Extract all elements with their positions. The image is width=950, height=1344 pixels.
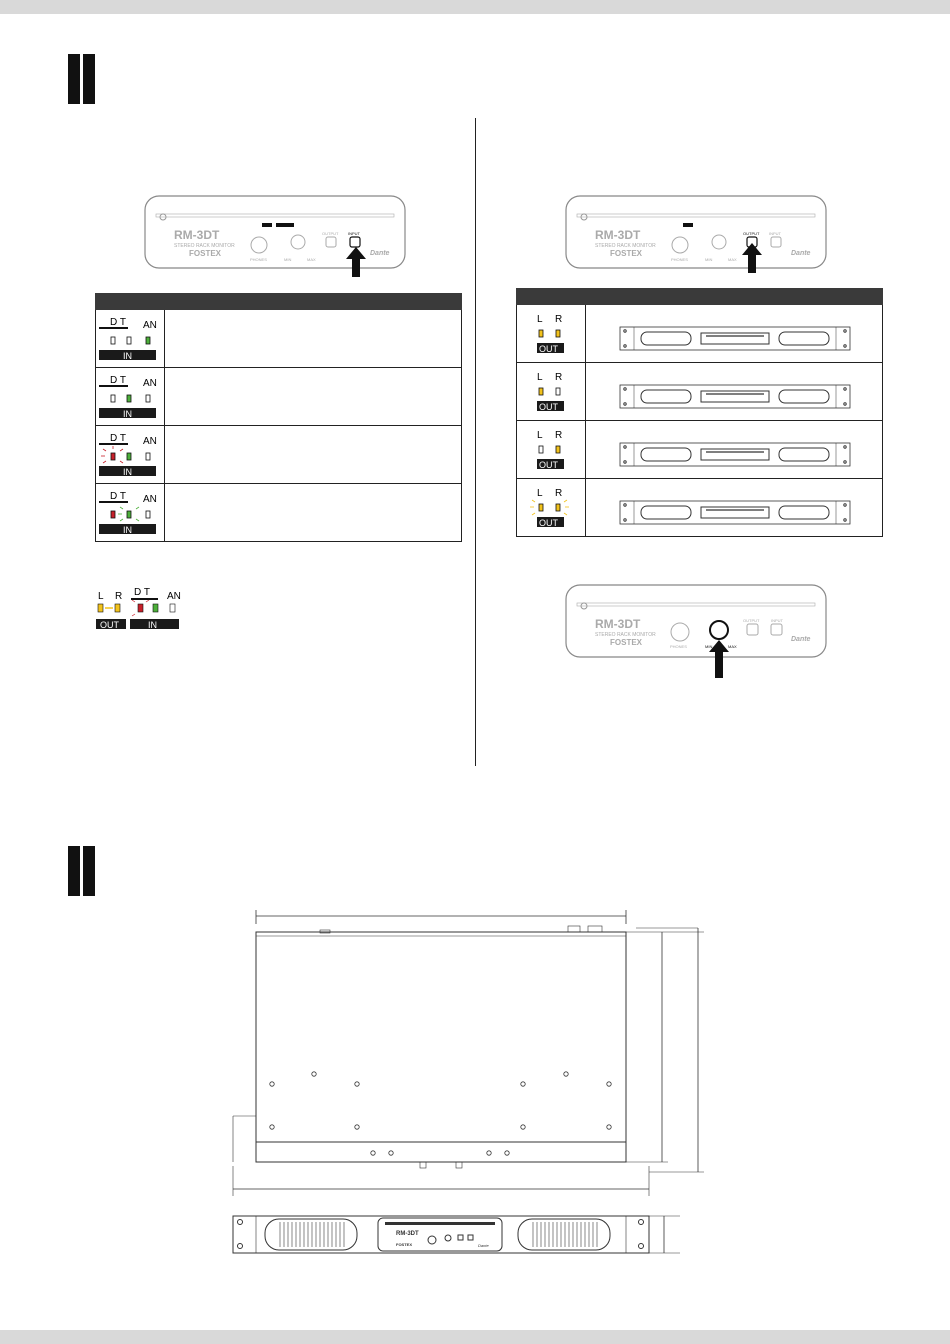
svg-text:MIN: MIN [284,257,292,262]
svg-text:L: L [537,313,543,325]
svg-text:INPUT: INPUT [771,618,783,623]
svg-text:R: R [555,429,563,441]
svg-text:IN: IN [123,524,132,535]
svg-text:OUT: OUT [539,459,558,470]
front-panel-level [565,584,827,666]
svg-text:MAX: MAX [728,257,737,262]
svg-text:IN: IN [123,350,132,361]
svg-text:OUT: OUT [539,343,558,354]
svg-text:AN: AN [167,591,181,602]
svg-text:OUT: OUT [100,620,119,630]
svg-text:FOSTEX: FOSTEX [610,638,643,647]
svg-text:PHONES: PHONES [671,257,688,262]
svg-text:RM-3DT: RM-3DT [595,617,641,631]
svg-text:IN: IN [123,466,132,477]
svg-text:D T: D T [110,490,126,502]
svg-text:PHONES: PHONES [250,257,267,262]
rack-unit-diagram [586,305,882,362]
svg-text:FOSTEX: FOSTEX [396,1242,413,1247]
section-marker-1 [68,54,80,104]
panel-model: RM-3DT [174,228,220,242]
svg-text:STEREO RACK MONITOR: STEREO RACK MONITOR [595,243,656,249]
output-button-arrow [742,243,762,273]
level-knob-arrow [709,640,729,678]
table-row [96,426,462,484]
svg-text:RM-3DT: RM-3DT [396,1231,419,1237]
svg-text:AN: AN [143,493,157,505]
svg-text:D T: D T [110,432,126,444]
front-panel-input [144,195,406,277]
page-top-bar [0,0,950,14]
svg-text:MAX: MAX [307,257,316,262]
svg-text:L: L [98,591,104,602]
svg-text:Dante: Dante [791,636,811,643]
svg-text:MIN: MIN [705,644,713,649]
rack-unit-diagram [586,479,882,536]
output-indicator-table [516,288,883,537]
table-row [96,310,462,368]
rack-unit-diagram [586,363,882,420]
svg-text:R: R [555,371,563,383]
table-row [96,368,462,426]
svg-text:OUTPUT: OUTPUT [743,231,760,236]
table-row [517,305,883,363]
svg-text:MAX: MAX [728,644,737,649]
table-row [96,484,462,542]
svg-text:R: R [555,487,563,499]
svg-text:STEREO RACK MONITOR: STEREO RACK MONITOR [174,243,235,249]
rack-unit-diagram [586,421,882,478]
svg-text:FOSTEX: FOSTEX [189,249,222,258]
svg-text:IN: IN [148,620,157,630]
input-indicator-table [95,293,462,542]
svg-text:L: L [537,371,543,383]
svg-text:R: R [115,591,123,602]
section-marker-2 [68,846,80,896]
svg-text:R: R [555,313,563,325]
svg-text:AN: AN [143,377,157,389]
svg-text:INPUT: INPUT [769,231,781,236]
svg-text:MIN: MIN [705,257,713,262]
svg-text:L: L [537,487,543,499]
svg-text:RM-3DT: RM-3DT [595,228,641,242]
page-bottom-bar [0,1330,950,1344]
svg-text:Dante: Dante [478,1243,489,1248]
dimension-drawing [220,906,740,1256]
svg-text:OUT: OUT [539,517,558,528]
svg-text:D T: D T [110,374,126,386]
svg-text:Dante: Dante [370,250,390,257]
svg-text:AN: AN [143,435,157,447]
svg-text:D T: D T [110,316,126,328]
svg-text:L: L [537,429,543,441]
table-row [517,421,883,479]
svg-text:OUTPUT: OUTPUT [322,231,339,236]
combined-indicator [94,584,194,634]
svg-text:Dante: Dante [791,250,811,257]
svg-text:IN: IN [123,408,132,419]
svg-text:FOSTEX: FOSTEX [610,249,643,258]
svg-text:AN: AN [143,319,157,331]
input-button-arrow [346,247,366,277]
table-row [517,363,883,421]
svg-text:OUTPUT: OUTPUT [743,618,760,623]
front-panel-output [565,195,827,277]
svg-text:PHONES: PHONES [670,644,687,649]
column-divider [475,118,476,766]
svg-text:INPUT: INPUT [348,231,360,236]
svg-text:STEREO RACK MONITOR: STEREO RACK MONITOR [595,632,656,638]
table-row [517,479,883,537]
svg-text:D T: D T [134,587,150,598]
svg-text:OUT: OUT [539,401,558,412]
